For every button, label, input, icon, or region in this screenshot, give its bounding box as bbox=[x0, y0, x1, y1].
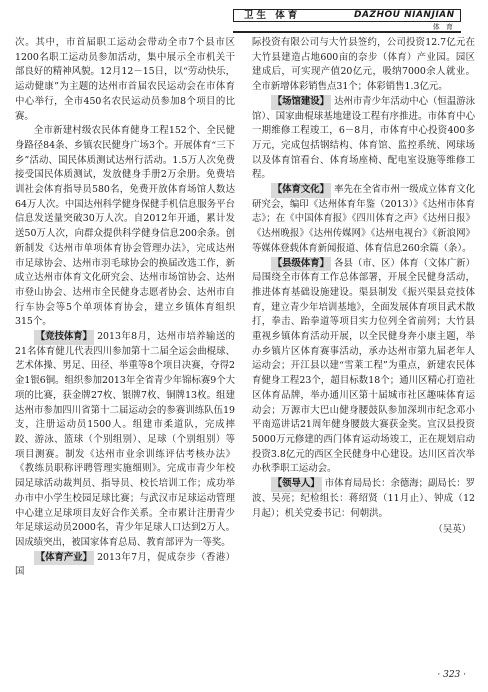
section-tag: 【体育产业】 bbox=[34, 551, 94, 566]
paragraph-text: 2013年7月，促成奈步（香港）国 bbox=[15, 551, 235, 578]
header-rule bbox=[233, 22, 461, 33]
right-column bbox=[252, 36, 475, 538]
author-credit: （吴英） bbox=[433, 524, 471, 536]
paragraph-text: 2013年8月，达州市培养输送的21名体育健儿代表四川参加第十二届全运会曲棍球、艺术体操、男足、田径、举重等8个项目决赛，夺得2金1银6铜。组织参加2013年全省青少年锦标赛9个大项的比赛，获金牌27枚、银牌7枚、铜牌13枚。组建达州市参加四川省第十二届运动会的参赛训练队伍19支，注册运动员1500人。组建市柔道队，完成摔跤、游泳、篮球（个别组别）、足球（个别组别）等项目测赛。制发《达州市业余训练评估考核办法》《教练员职称评聘管理实施细则》。完成市青少年校园足球活动裁判员、指导员、校长培训工作；成功举办市中小学生校园足球比赛；与武汉市足球运动管理中心建立足球项目友好合作关系。全市累计注册青少年足球运动员2000名，青少年足球人口达到2万人。因成绩突出，被国家体育总局、教育部评为一等奖。 bbox=[15, 331, 235, 548]
header-publication: DAZHOU NIANJIAN bbox=[354, 10, 455, 20]
paragraph: 全市新建村级农民体育健身工程152个、全民健身路径84条、乡镇农民健身广场3个。开展体育“三下乡”活动、国民体质测试达州行活动。1.5万人次免费接受国民体质测试，发放健身手册2万余册。免费培训社会体育指导员580名，免费开放体育场馆人数达64万人次。中国达州科学健身保健手机信息服务平台信息发送量突破30万人次。自2012年开通，累计发送50万人次，向群众提供科学健身信息200余条。创新制发《达州市单项体育协会管理办法》，完成达州市足球协会、达州市羽毛球协会的换届改选工作，新成立达州市体育文化研究会、达州市场馆协会、达州市登山协会、达州市全民健身志愿者协会、达州市自行车协会等5个单项体育协会，建立乡镇体育组织315个。 bbox=[15, 125, 235, 328]
paragraph bbox=[15, 330, 235, 551]
header-banner bbox=[233, 9, 461, 22]
paragraph bbox=[252, 95, 475, 183]
left-column bbox=[15, 36, 235, 580]
paragraph: 次。其中，市首届职工运动会带动全市7个县市区1200名职工运动员参加活动，集中展示全市机关干部良好的精神风貌。12月12－15日，以“劳动快乐，运动健康”为主题的达州市首届农民运动会在市体育中心举行，全市450名农民运动员参加8个项目的比赛。 bbox=[15, 37, 235, 122]
header-subsection: 体 育 bbox=[432, 23, 455, 31]
paragraph-text: 各县（市、区）体育（文体广新）局围绕全市体育工作总体部署，开展全民健身活动，推进体育基础设施建设。渠县制发《振兴渠县竞技体育，建立青少年培训基地》，全面发展体育项目武术散打，拳击、跆拳道等项目实力位列全省前列；大竹县重视乡镇体育活动开展，以全民健身奔小康主题，举办乡镇片区体育赛事活动，承办达州市第九届老年人运动会；开江县以建“雪莱工程”为重点，新建农民体育健身工程23个，超目标数18个；通川区精心打造社区体育品牌，举办通川区第十届城市社区趣味体育运动会；万源市大巴山健身腰鼓队参加深圳市纪念邓小平南巡讲话21周年健身腰鼓大赛获金奖。宣汉县投资5000万元修建的西门体育运动场竣工，正在规划启动投资3.8亿元的西区全民健身中心建设。达川区首次举办秋季职工运动会。 bbox=[252, 257, 475, 475]
paragraph-text: 率先在全省市州一级成立体育文化研究会，编印《达州体育年鉴（2013）》《达州市体育志》；在《中国体育报》《四川体育之声》《达州日报》《达州晚报》《达州传媒网》《达州电视台》《新浪网》等媒体登载体育新闻报道、体育信息260余篇（条）。 bbox=[252, 184, 475, 254]
section-tag: 【场馆建设】 bbox=[271, 95, 331, 110]
page-number: · 323 · bbox=[437, 670, 466, 680]
section-tag: 【领导人】 bbox=[271, 477, 322, 492]
paragraph-text: 达州市青少年活动中心（恒温游泳馆）、国家曲棍球基地建设工程有序推进。市体育中心一期维修工程竣工，6－8月，市体育中心投资400多万元，完成包括钢结构、体育馆、监控系统、网球场以及体育馆看台、体育场座椅、配电室设施等维修工程。 bbox=[252, 95, 475, 181]
header-section-title: 卫生 体育 bbox=[244, 10, 301, 21]
page-header bbox=[0, 7, 488, 37]
paragraph-text: 市体育局局长：余德海；副局长：罗波、吴亮；纪检组长：蒋绍贤（11月止）、钟成（12月起）；机关党委书记：何朝洪。 bbox=[252, 478, 475, 519]
paragraph bbox=[252, 477, 475, 521]
paragraph bbox=[15, 551, 235, 580]
paragraph bbox=[252, 183, 475, 257]
paragraph: 际投资有限公司与大竹县签约，公司投资12.7亿元在大竹县建造占地600亩的奈步（体育）产业园。园区建成后，可实现产值20亿元，吸纳7000余人就业。全市新增体彩销售点31个；体彩销售1.3亿元。 bbox=[252, 37, 475, 93]
section-tag: 【竞技体育】 bbox=[34, 330, 94, 345]
paragraph bbox=[252, 257, 475, 478]
section-tag: 【县级体育】 bbox=[271, 257, 331, 272]
section-tag: 【体育文化】 bbox=[271, 183, 331, 198]
